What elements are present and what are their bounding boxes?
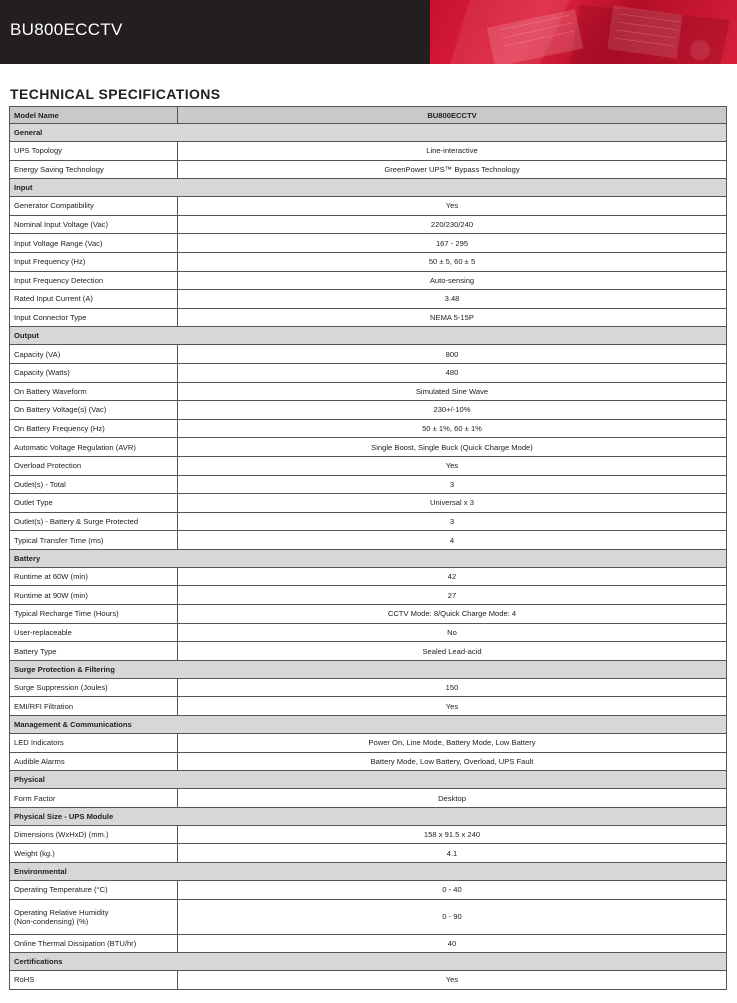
spec-label: Outlet Type [10,494,178,513]
spec-value: 158 x 91.5 x 240 [178,825,727,844]
group-heading: General [10,124,727,142]
table-row [10,642,727,661]
spec-label: On Battery Voltage(s) (Vac) [10,401,178,420]
group-row [10,124,727,142]
group-heading: Physical Size - UPS Module [10,807,727,825]
spec-value: 800 [178,345,727,364]
spec-label: User-replaceable [10,623,178,642]
page-header [0,0,737,64]
spec-label: Rated Input Current (A) [10,290,178,309]
table-row [10,456,727,475]
group-row [10,549,727,567]
spec-value: Power On, Line Mode, Battery Mode, Low Battery [178,734,727,753]
spec-value: 230+/-10% [178,401,727,420]
group-heading: Input [10,179,727,197]
table-row [10,678,727,697]
table-row [10,271,727,290]
table-row [10,382,727,401]
spec-label: Operating Relative Humidity (Non-condensing) (%) [10,899,178,934]
spec-value: Battery Mode, Low Battery, Overload, UPS Fault [178,752,727,771]
spec-label: Generator Compatibility [10,197,178,216]
spec-value: Yes [178,197,727,216]
spec-value: 0 - 40 [178,881,727,900]
spec-label: Typical Recharge Time (Hours) [10,605,178,624]
spec-label: Outlet(s) - Battery & Surge Protected [10,512,178,531]
group-row [10,953,727,971]
spec-label: Runtime at 90W (min) [10,586,178,605]
spec-label: Nominal Input Voltage (Vac) [10,215,178,234]
section-title: TECHNICAL SPECIFICATIONS [10,86,221,102]
table-row [10,567,727,586]
spec-value: Simulated Sine Wave [178,382,727,401]
group-row [10,660,727,678]
spec-value: 0 - 90 [178,899,727,934]
spec-label: LED Indicators [10,734,178,753]
spec-label: Overload Protection [10,456,178,475]
spec-label: On Battery Waveform [10,382,178,401]
spec-value: 3.48 [178,290,727,309]
group-row [10,771,727,789]
spec-label: Surge Suppression (Joules) [10,678,178,697]
table-row [10,531,727,550]
spec-label: Input Connector Type [10,308,178,327]
spec-value: 3 [178,512,727,531]
spec-value: Auto-sensing [178,271,727,290]
spec-value: Yes [178,697,727,716]
table-row [10,697,727,716]
spec-label: Typical Transfer Time (ms) [10,531,178,550]
spec-value: Yes [178,971,727,990]
group-heading: Battery [10,549,727,567]
spec-table [9,106,727,990]
table-row [10,290,727,309]
spec-value: NEMA 5-15P [178,308,727,327]
table-row [10,934,727,953]
table-row [10,197,727,216]
spec-label: Operating Temperature (°C) [10,881,178,900]
table-row [10,142,727,161]
table-row [10,419,727,438]
table-row [10,605,727,624]
table-row [10,623,727,642]
spec-value: 220/230/240 [178,215,727,234]
group-heading: Physical [10,771,727,789]
spec-label: Input Frequency (Hz) [10,252,178,271]
group-heading: Output [10,327,727,345]
spec-value: Desktop [178,789,727,808]
group-row [10,863,727,881]
spec-value: Line-interactive [178,142,727,161]
table-row [10,475,727,494]
spec-value: 4.1 [178,844,727,863]
table-row [10,734,727,753]
spec-label: RoHS [10,971,178,990]
spec-label: UPS Topology [10,142,178,161]
spec-label: EMI/RFI Filtration [10,697,178,716]
group-heading: Management & Communications [10,716,727,734]
table-row [10,899,727,934]
spec-label: Capacity (VA) [10,345,178,364]
model-name-value: BU800ECCTV [178,107,727,124]
spec-label: Audible Alarms [10,752,178,771]
table-row [10,586,727,605]
group-row [10,716,727,734]
spec-value: 50 ± 1%, 60 ± 1% [178,419,727,438]
spec-label: Capacity (Watts) [10,363,178,382]
table-row [10,215,727,234]
table-row [10,438,727,457]
spec-label: Form Factor [10,789,178,808]
spec-value: 4 [178,531,727,550]
spec-value: 27 [178,586,727,605]
table-row [10,881,727,900]
table-row [10,401,727,420]
table-row [10,752,727,771]
spec-label: Battery Type [10,642,178,661]
header-title: BU800ECCTV [10,20,123,39]
group-heading: Environmental [10,863,727,881]
table-row [10,844,727,863]
spec-value: 40 [178,934,727,953]
spec-label: On Battery Frequency (Hz) [10,419,178,438]
spec-value: 150 [178,678,727,697]
spec-label: Dimensions (WxHxD) (mm.) [10,825,178,844]
spec-value: Yes [178,456,727,475]
spec-value: 480 [178,363,727,382]
group-heading: Surge Protection & Filtering [10,660,727,678]
spec-value: 167 - 295 [178,234,727,253]
spec-label: Runtime at 60W (min) [10,567,178,586]
header-banner-image [430,0,737,64]
table-row [10,494,727,513]
group-row [10,327,727,345]
table-header-row [10,107,727,124]
spec-value: 3 [178,475,727,494]
table-row [10,252,727,271]
table-row [10,160,727,179]
spec-label: Input Frequency Detection [10,271,178,290]
table-row [10,308,727,327]
spec-value: CCTV Mode: 8/Quick Charge Mode: 4 [178,605,727,624]
spec-label: Weight (kg.) [10,844,178,863]
spec-value: Single Boost, Single Buck (Quick Charge Mode) [178,438,727,457]
table-row [10,363,727,382]
table-row [10,971,727,990]
spec-label: Automatic Voltage Regulation (AVR) [10,438,178,457]
spec-label: Outlet(s) - Total [10,475,178,494]
spec-value: GreenPower UPS™ Bypass Technology [178,160,727,179]
model-name-label: Model Name [10,107,178,124]
spec-label: Online Thermal Dissipation (BTU/hr) [10,934,178,953]
table-row [10,825,727,844]
spec-value: No [178,623,727,642]
group-heading: Certifications [10,953,727,971]
spec-value: Sealed Lead-acid [178,642,727,661]
table-row [10,512,727,531]
spec-label: Energy Saving Technology [10,160,178,179]
spec-value: 50 ± 5, 60 ± 5 [178,252,727,271]
table-row [10,789,727,808]
spec-value: Universal x 3 [178,494,727,513]
spec-value: 42 [178,567,727,586]
group-row [10,179,727,197]
spec-label: Input Voltage Range (Vac) [10,234,178,253]
table-row [10,345,727,364]
table-row [10,234,727,253]
group-row [10,807,727,825]
